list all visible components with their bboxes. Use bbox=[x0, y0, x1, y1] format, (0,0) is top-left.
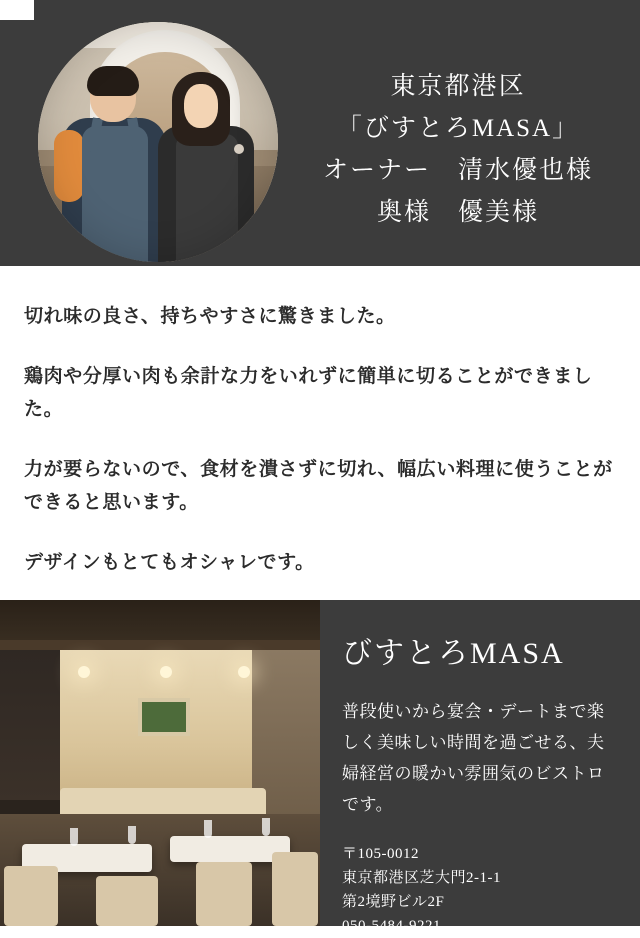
interior-chair-4 bbox=[272, 852, 318, 926]
owner-banner bbox=[0, 0, 640, 266]
testimonial-paragraph-4: デザインもとてもオシャレです。 bbox=[24, 552, 315, 573]
shop-interior-photo bbox=[0, 600, 320, 926]
interior-downlight-2 bbox=[160, 666, 172, 678]
shop-address bbox=[342, 842, 618, 938]
owner-heading-line-2: 「びすとろMASA」 bbox=[336, 115, 580, 142]
interior-chair-2 bbox=[96, 876, 158, 926]
owner-portrait-photo bbox=[38, 22, 278, 262]
shop-name: びすとろMASA bbox=[342, 637, 565, 670]
testimonial-section bbox=[0, 266, 640, 595]
interior-downlight-3 bbox=[238, 666, 250, 678]
owner-heading-line-4: 奥様 優美様 bbox=[376, 199, 539, 226]
shop-info bbox=[320, 600, 640, 934]
owner-heading-line-3: オーナー 清水優也様 bbox=[322, 157, 593, 184]
owner-heading bbox=[288, 66, 628, 234]
interior-wine-glass-2 bbox=[128, 826, 136, 844]
testimonial-paragraph-2: 鶏肉や分厚い肉も余計な力をいれずに簡単に切ることができました。 bbox=[24, 366, 593, 420]
shop-postal-code: 〒105-0012 bbox=[342, 846, 419, 862]
shop-phone[interactable]: 050-5484-9221 bbox=[342, 918, 441, 934]
shop-section bbox=[0, 600, 640, 934]
interior-wine-glass-4 bbox=[262, 818, 270, 836]
interior-chair-1 bbox=[4, 866, 58, 926]
owner-portrait-image bbox=[38, 22, 278, 262]
shop-address-line: 東京都港区芝大門2-1-1 bbox=[342, 870, 501, 886]
owner-heading-line-1: 東京都港区 bbox=[390, 73, 526, 100]
testimonial-paragraph-1: 切れ味の良さ、持ちやすさに驚きました。 bbox=[24, 306, 396, 327]
interior-beam bbox=[0, 640, 320, 650]
banner-corner-notch bbox=[0, 0, 34, 20]
shop-building: 第2境野ビル2F bbox=[342, 894, 445, 910]
interior-wine-glass-1 bbox=[70, 828, 78, 846]
interior-wine-glass-3 bbox=[204, 820, 212, 838]
interior-chair-3 bbox=[196, 862, 252, 926]
testimonial-paragraph-3: 力が要らないので、食材を潰さずに切れ、幅広い料理に使うことができると思います。 bbox=[24, 459, 613, 513]
interior-downlight-1 bbox=[78, 666, 90, 678]
shop-description: 普段使いから宴会・デートまで楽しく美味しい時間を過ごせる、夫婦経営の暖かい雰囲気のビストロです。 bbox=[342, 702, 605, 814]
interior-wall-art bbox=[138, 698, 190, 736]
photo-vignette bbox=[38, 22, 278, 262]
